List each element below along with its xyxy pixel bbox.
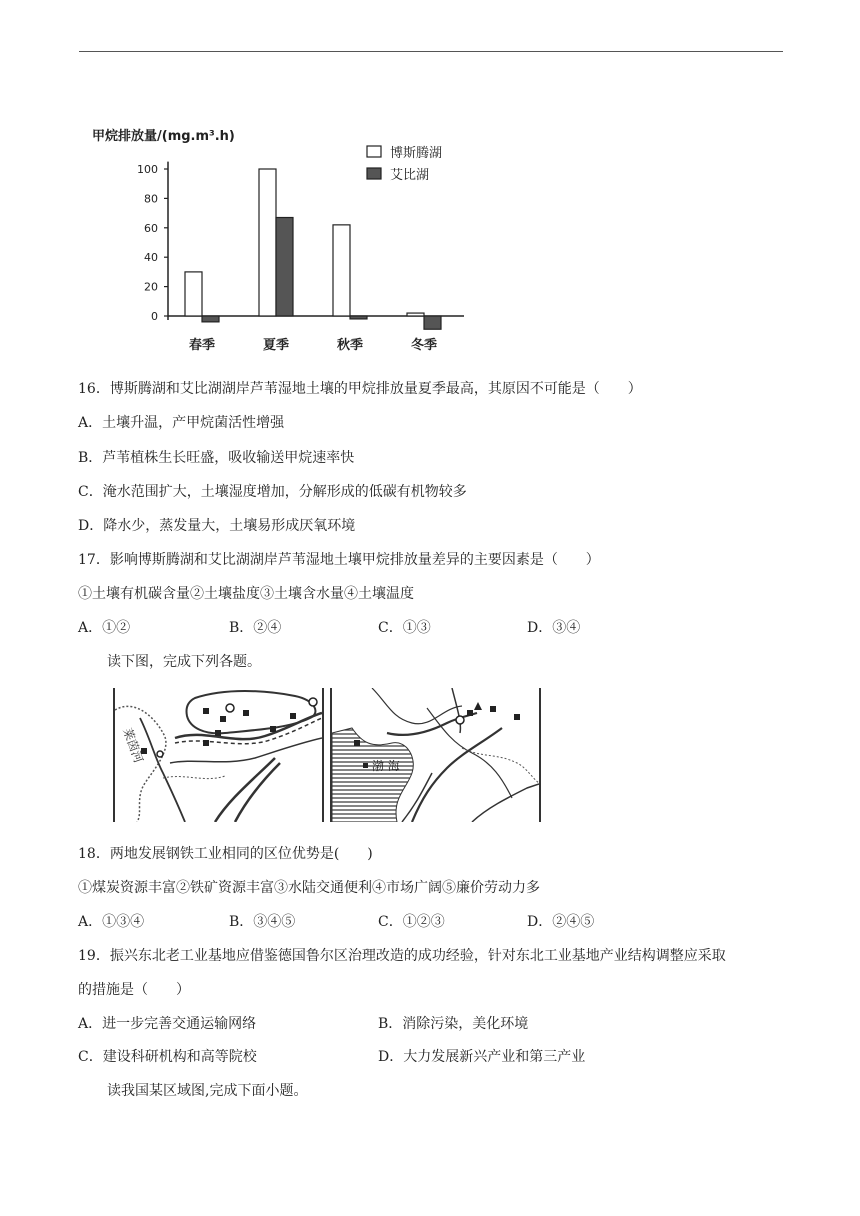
ruhr-map-svg [115,688,322,822]
q19-stem-line1: 19．振兴东北老工业基地应借鉴德国鲁尔区治理改造的成功经验，针对东北工业基地产业结构调整应采取 [78,948,726,964]
bar-ebinur [276,218,293,316]
bar-bosten [333,225,350,316]
q19-option-c: C．建设科研机构和高等院校 [78,1049,257,1065]
q18-option-a: A．①③④ [78,914,145,930]
bar-bosten [259,169,276,316]
q17-items: ①土壤有机碳含量②土壤盐度③土壤含水量④土壤温度 [78,586,414,602]
q16-option-b: B．芦苇植株生长旺盛，吸收输送甲烷速率快 [78,450,355,466]
bar-ebinur [424,316,441,329]
y-tick-label: 0 [151,310,158,323]
chart-axes [137,162,464,353]
legend-label: 博斯腾湖 [390,146,443,161]
bar-ebinur [350,316,367,319]
y-tick-label: 100 [137,163,158,176]
methane-emission-chart [0,0,860,370]
q19-option-a: A．进一步完善交通运输网络 [78,1016,257,1032]
y-tick-label: 40 [144,251,158,265]
q16-option-c: C．淹水范围扩大，土壤湿度增加，分解形成的低碳有机物较多 [78,484,467,500]
intro-20: 读我国某区域图,完成下面小题。 [107,1083,308,1099]
q19-option-b: B．消除污染，美化环境 [378,1016,529,1032]
x-tick-label: 夏季 [262,338,290,353]
q16-option-a: A．土壤升温，产甲烷菌活性增强 [78,415,285,431]
x-tick-label: 冬季 [410,338,438,353]
q18-stem: 18．两地发展钢铁工业相同的区位优势是( ) [78,846,373,862]
legend-swatch [367,168,381,179]
ruhr-map [113,688,324,822]
bar-bosten [407,313,424,316]
rhine-river-label: 莱茵河 [120,726,146,765]
liaoning-map [330,688,541,822]
q16-option-d: D．降水少，蒸发量大，土壤易形成厌氧环境 [78,518,356,534]
q17-option-c: C．①③ [378,620,431,636]
q18-option-c: C．①②③ [378,914,445,930]
q17-option-d: D．③④ [527,620,581,636]
legend-label: 艾比湖 [390,168,430,183]
legend-swatch [367,146,381,157]
q17-stem: 17．影响博斯腾湖和艾比湖湖岸芦苇湿地土壤甲烷排放量差异的主要因素是（ ） [78,552,600,568]
q16-stem: 16．博斯腾湖和艾比湖湖岸芦苇湿地土壤的甲烷排放量夏季最高，其原因不可能是（ ） [78,381,642,397]
x-tick-label: 春季 [188,338,216,353]
chart-svg [0,0,860,370]
y-tick-label: 60 [144,221,158,235]
intro-18-19: 读下图，完成下列各题。 [107,654,261,670]
chart-y-axis-label: 甲烷排放量/(mg.m³.h) [92,129,235,144]
q17-option-b: B．②④ [229,620,282,636]
q18-option-d: D．②④⑤ [527,914,595,930]
q17-option-a: A．①② [78,620,131,636]
q18-option-b: B．③④⑤ [229,914,296,930]
bohai-sea-label: 渤 海 [372,759,400,773]
q19-option-d: D．大力发展新兴产业和第三产业 [378,1049,586,1065]
y-tick-label: 80 [144,192,158,206]
chart-legend [367,145,442,183]
bar-ebinur [202,316,219,322]
liaoning-map-svg [332,688,539,822]
y-tick-label: 20 [144,280,158,294]
q18-items: ①煤炭资源丰富②铁矿资源丰富③水陆交通便利④市场广阔⑤廉价劳动力多 [78,880,540,896]
x-tick-label: 秋季 [336,338,364,353]
bar-bosten [185,272,202,316]
chart-bars [185,169,441,329]
q19-stem-line2: 的措施是（ ） [78,982,190,998]
